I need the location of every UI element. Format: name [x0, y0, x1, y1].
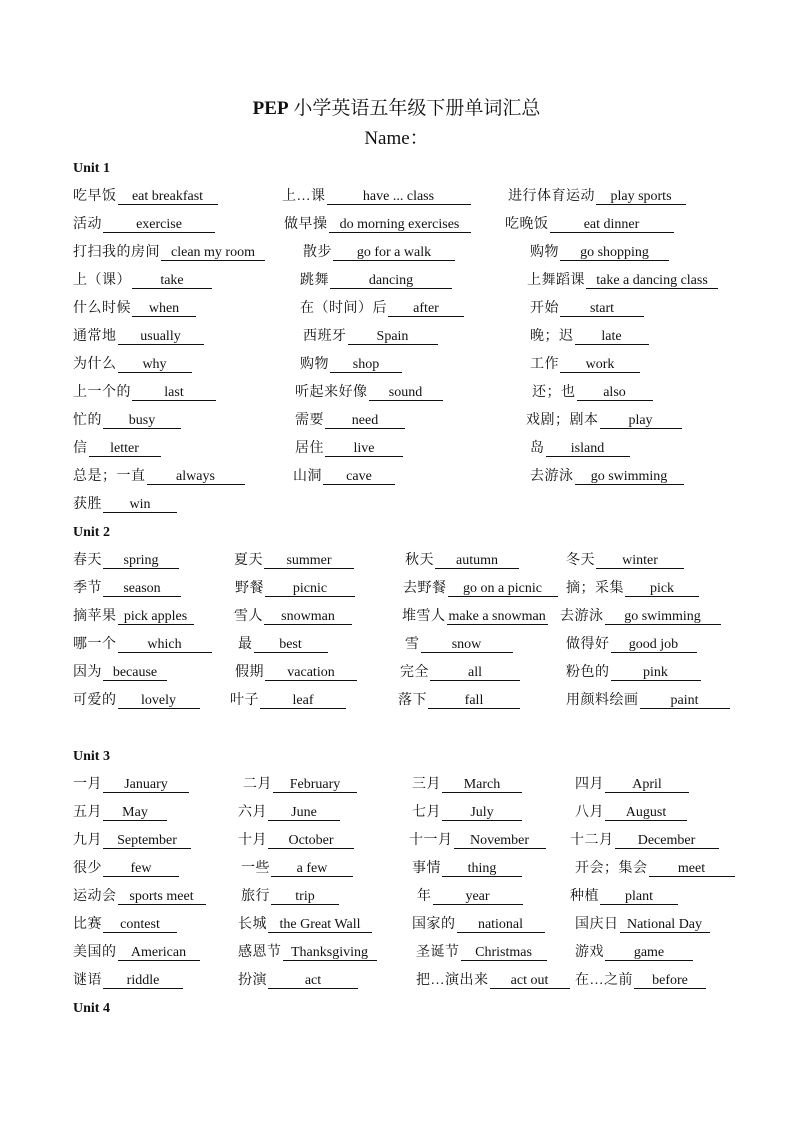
english-word: season	[103, 581, 181, 597]
english-word: winter	[596, 553, 684, 569]
chinese-meaning: 事情	[412, 861, 441, 876]
chinese-meaning: 九月	[73, 833, 102, 848]
english-word: year	[433, 889, 523, 905]
vocab-entry	[575, 916, 710, 934]
english-word: shop	[330, 357, 402, 373]
chinese-meaning: 购物	[300, 357, 329, 372]
unit-heading: Unit 4	[73, 1001, 110, 1016]
chinese-meaning: 哪一个	[73, 637, 117, 652]
english-word: August	[605, 805, 687, 821]
chinese-meaning: 感恩节	[238, 945, 282, 960]
vocab-entry	[234, 552, 354, 570]
english-word: have ... class	[327, 189, 471, 205]
english-word: go shopping	[560, 245, 669, 261]
vocab-entry	[530, 440, 630, 458]
chinese-meaning: 上（课）	[73, 273, 131, 288]
vocab-entry	[295, 440, 403, 458]
vocab-entry	[566, 580, 699, 598]
vocab-entry	[530, 300, 644, 318]
vocab-entry	[416, 944, 547, 962]
vocab-entry	[73, 384, 216, 402]
chinese-meaning: 美国的	[73, 945, 117, 960]
chinese-meaning: 上…课	[282, 189, 326, 204]
english-word: win	[103, 497, 177, 513]
english-word: September	[103, 833, 191, 849]
chinese-meaning: 长城	[238, 917, 267, 932]
chinese-meaning: 堆雪人	[402, 609, 446, 624]
chinese-meaning: 十月	[238, 833, 267, 848]
chinese-meaning: 十一月	[409, 833, 453, 848]
vocab-entry	[300, 300, 464, 318]
english-word: because	[103, 665, 167, 681]
vocab-entry	[303, 328, 438, 346]
vocab-entry	[73, 692, 200, 710]
english-word: February	[273, 777, 357, 793]
english-word: lovely	[118, 693, 200, 709]
english-word: vacation	[265, 665, 357, 681]
english-word: plant	[600, 889, 678, 905]
english-word: spring	[103, 553, 179, 569]
english-word: contest	[103, 917, 177, 933]
english-word: also	[577, 385, 653, 401]
vocab-entry	[238, 972, 358, 990]
chinese-meaning: 摘；采集	[566, 581, 624, 596]
chinese-meaning: 六月	[238, 805, 267, 820]
english-word: why	[118, 357, 192, 373]
english-word: go swimming	[575, 469, 684, 485]
vocab-entry	[73, 552, 179, 570]
vocab-entry	[405, 552, 519, 570]
vocab-entry	[238, 916, 372, 934]
vocab-entry	[530, 244, 669, 262]
vocab-entry	[526, 412, 682, 430]
english-word: play	[600, 413, 682, 429]
english-word: cave	[323, 469, 395, 485]
chinese-meaning: 谜语	[73, 973, 102, 988]
chinese-meaning: 因为	[73, 665, 102, 680]
english-word: March	[442, 777, 522, 793]
english-word: meet	[649, 861, 735, 877]
english-word: trip	[271, 889, 339, 905]
vocab-entry	[234, 608, 352, 626]
chinese-meaning: 完全	[400, 665, 429, 680]
chinese-meaning: 圣诞节	[416, 945, 460, 960]
english-word: dancing	[330, 273, 452, 289]
chinese-meaning: 吃早饭	[73, 189, 117, 204]
vocab-entry	[235, 664, 357, 682]
chinese-meaning: 工作	[530, 357, 559, 372]
chinese-meaning: 国家的	[412, 917, 456, 932]
english-word: riddle	[103, 973, 183, 989]
chinese-meaning: 假期	[235, 665, 264, 680]
chinese-meaning: 通常地	[73, 329, 117, 344]
chinese-meaning: 冬天	[566, 553, 595, 568]
english-word: make a snowman	[448, 609, 546, 624]
english-word: November	[454, 833, 546, 849]
english-word: work	[560, 357, 640, 373]
chinese-meaning: 季节	[73, 581, 102, 596]
english-word: July	[442, 805, 522, 821]
chinese-meaning: 打扫我的房间	[73, 245, 160, 260]
chinese-meaning: 吃晚饭	[505, 217, 549, 232]
english-word: act	[268, 973, 358, 989]
chinese-meaning: 种植	[570, 889, 599, 904]
vocab-entry	[73, 860, 179, 878]
english-word: live	[325, 441, 403, 457]
vocab-entry	[530, 356, 640, 374]
english-word: pick apples	[118, 609, 194, 625]
chinese-meaning: 什么时候	[73, 301, 131, 316]
vocab-entry	[73, 356, 192, 374]
chinese-meaning: 可爱的	[73, 693, 117, 708]
english-word: when	[132, 301, 196, 317]
vocab-entry	[575, 776, 689, 794]
vocab-entry	[575, 860, 735, 878]
english-word: eat breakfast	[118, 189, 218, 205]
english-word: national	[457, 917, 545, 933]
english-word: eat dinner	[550, 217, 674, 233]
vocab-entry	[403, 580, 558, 598]
chinese-meaning: 比赛	[73, 917, 102, 932]
vocab-entry	[282, 188, 471, 206]
chinese-meaning: 开会；集会	[575, 861, 648, 876]
vocab-entry	[73, 888, 206, 906]
english-word: a few	[271, 861, 353, 877]
english-word: all	[430, 665, 520, 681]
chinese-meaning: 把…演出来	[416, 973, 489, 988]
chinese-meaning: 七月	[412, 805, 441, 820]
chinese-meaning: 进行体育运动	[508, 189, 595, 204]
english-word: January	[103, 777, 189, 793]
english-word: always	[147, 469, 245, 485]
chinese-meaning: 做早操	[284, 217, 328, 232]
chinese-meaning: 运动会	[73, 889, 117, 904]
vocab-entry	[73, 832, 191, 850]
english-word: October	[268, 833, 354, 849]
chinese-meaning: 叶子	[230, 693, 259, 708]
vocab-entry	[73, 636, 212, 654]
vocab-entry	[412, 804, 522, 822]
vocab-entry	[575, 972, 706, 990]
vocab-entry	[300, 272, 452, 290]
chinese-meaning: 雪人	[234, 609, 263, 624]
vocab-entry	[73, 216, 215, 234]
chinese-meaning: 年	[417, 889, 432, 904]
vocab-entry	[238, 636, 328, 654]
english-word: thing	[442, 861, 522, 877]
english-word: Christmas	[461, 945, 547, 961]
vocab-entry	[73, 272, 212, 290]
english-word: exercise	[103, 217, 215, 233]
english-word: Spain	[348, 329, 438, 345]
english-word: autumn	[435, 553, 519, 569]
chinese-meaning: 粉色的	[566, 665, 610, 680]
chinese-meaning: 在（时间）后	[300, 301, 387, 316]
english-word: American	[118, 945, 200, 961]
english-word: take a dancing class	[586, 273, 718, 289]
english-word: go swimming	[605, 609, 721, 625]
chinese-meaning: 最	[238, 637, 253, 652]
chinese-meaning: 二月	[243, 777, 272, 792]
chinese-meaning: 旅行	[241, 889, 270, 904]
vocab-entry	[238, 804, 340, 822]
chinese-meaning: 用颜料绘画	[566, 693, 639, 708]
vocab-entry	[241, 860, 353, 878]
english-word: busy	[103, 413, 181, 429]
chinese-meaning: 在…之前	[575, 973, 633, 988]
vocab-entry	[300, 356, 402, 374]
vocab-entry	[73, 776, 189, 794]
chinese-meaning: 五月	[73, 805, 102, 820]
vocab-entry	[412, 776, 522, 794]
chinese-meaning: 信	[73, 441, 88, 456]
chinese-meaning: 上一个的	[73, 385, 131, 400]
chinese-meaning: 摘苹果	[73, 609, 117, 624]
chinese-meaning: 购物	[530, 245, 559, 260]
vocab-entry	[284, 216, 471, 234]
vocab-entry	[570, 832, 719, 850]
english-word: before	[634, 973, 706, 989]
vocab-entry	[73, 580, 181, 598]
chinese-meaning: 夏天	[234, 553, 263, 568]
english-word: fall	[428, 693, 520, 709]
vocab-entry	[235, 580, 355, 598]
chinese-meaning: 获胜	[73, 497, 102, 512]
vocab-entry	[560, 608, 721, 626]
english-word: usually	[118, 329, 204, 345]
chinese-meaning: 去野餐	[403, 581, 447, 596]
vocab-entry	[73, 412, 181, 430]
vocab-entry	[405, 636, 513, 654]
vocab-entry	[505, 216, 674, 234]
vocab-entry	[73, 608, 194, 626]
english-word: summer	[264, 553, 354, 569]
chinese-meaning: 秋天	[405, 553, 434, 568]
vocab-entry	[566, 692, 730, 710]
chinese-meaning: 三月	[412, 777, 441, 792]
english-word: after	[388, 301, 464, 317]
chinese-meaning: 需要	[295, 413, 324, 428]
vocab-entry	[73, 440, 161, 458]
chinese-meaning: 戏剧；剧本	[526, 413, 599, 428]
chinese-meaning: 野餐	[235, 581, 264, 596]
english-word: sound	[369, 385, 443, 401]
vocab-entry	[575, 804, 687, 822]
english-word: the Great Wall	[268, 917, 372, 933]
english-word: go for a walk	[333, 245, 455, 261]
vocab-entry	[73, 188, 218, 206]
chinese-meaning: 西班牙	[303, 329, 347, 344]
english-word: which	[118, 637, 212, 653]
english-word: act out	[490, 973, 570, 989]
chinese-meaning: 很少	[73, 861, 102, 876]
vocab-entry	[532, 384, 653, 402]
chinese-meaning: 上舞蹈课	[527, 273, 585, 288]
english-word: letter	[89, 441, 161, 457]
vocab-entry	[566, 664, 701, 682]
vocab-entry	[398, 692, 520, 710]
chinese-meaning: 四月	[575, 777, 604, 792]
english-word: June	[268, 805, 340, 821]
chinese-meaning: 八月	[575, 805, 604, 820]
vocab-entry	[73, 944, 200, 962]
vocab-entry	[295, 412, 405, 430]
vocab-entry	[400, 664, 520, 682]
chinese-meaning: 一些	[241, 861, 270, 876]
vocab-entry	[73, 804, 167, 822]
chinese-meaning: 为什么	[73, 357, 117, 372]
chinese-meaning: 扮演	[238, 973, 267, 988]
unit-heading: Unit 1	[73, 161, 110, 176]
chinese-meaning: 散步	[303, 245, 332, 260]
english-word: last	[132, 385, 216, 401]
vocab-entry	[238, 944, 377, 962]
chinese-meaning: 十二月	[570, 833, 614, 848]
chinese-meaning: 国庆日	[575, 917, 619, 932]
english-word: game	[605, 945, 693, 961]
vocab-entry	[73, 468, 245, 486]
chinese-meaning: 一月	[73, 777, 102, 792]
english-word: go on a picnic	[448, 581, 558, 597]
vocab-entry	[566, 552, 684, 570]
name-label: Name：	[364, 128, 429, 149]
vocab-entry	[508, 188, 686, 206]
vocab-entry	[73, 664, 167, 682]
english-word: snowman	[264, 609, 352, 625]
chinese-meaning: 跳舞	[300, 273, 329, 288]
unit-heading: Unit 3	[73, 749, 110, 764]
english-word: Thanksgiving	[283, 945, 377, 961]
vocab-entry	[73, 328, 204, 346]
vocab-entry	[243, 776, 357, 794]
chinese-meaning: 春天	[73, 553, 102, 568]
vocab-entry	[73, 244, 265, 262]
english-word: good job	[611, 637, 697, 653]
english-word: December	[615, 833, 719, 849]
vocab-entry	[230, 692, 346, 710]
english-word: picnic	[265, 581, 355, 597]
chinese-meaning: 山洞	[293, 469, 322, 484]
vocab-entry	[303, 244, 455, 262]
english-word: need	[325, 413, 405, 429]
chinese-meaning: 忙的	[73, 413, 102, 428]
vocab-entry	[241, 888, 339, 906]
title-chinese: 小学英语五年级下册单词汇总	[288, 98, 541, 119]
vocab-entry	[73, 496, 177, 514]
english-word: play sports	[596, 189, 686, 205]
vocab-entry	[293, 468, 395, 486]
vocab-entry	[527, 272, 718, 290]
vocab-entry	[73, 916, 177, 934]
english-word: sports meet	[118, 889, 206, 905]
chinese-meaning: 去游泳	[560, 609, 604, 624]
vocab-entry	[417, 888, 523, 906]
vocab-entry	[295, 384, 443, 402]
chinese-meaning: 做得好	[566, 637, 610, 652]
english-word: pink	[611, 665, 701, 681]
chinese-meaning: 雪	[405, 637, 420, 652]
chinese-meaning: 晚；迟	[530, 329, 574, 344]
english-word: start	[560, 301, 644, 317]
chinese-meaning: 居住	[295, 441, 324, 456]
vocab-entry	[73, 972, 183, 990]
english-word: leaf	[260, 693, 346, 709]
vocab-entry	[570, 888, 678, 906]
chinese-meaning: 去游泳	[530, 469, 574, 484]
vocab-entry	[402, 608, 548, 626]
chinese-meaning: 岛	[530, 441, 545, 456]
vocab-entry	[530, 468, 684, 486]
english-word: few	[103, 861, 179, 877]
vocab-entry	[566, 636, 697, 654]
english-word: paint	[640, 693, 730, 709]
vocab-entry	[416, 972, 570, 990]
chinese-meaning: 总是；一直	[73, 469, 146, 484]
vocab-entry	[575, 944, 693, 962]
english-word: take	[132, 273, 212, 289]
english-word: clean my room	[161, 245, 265, 261]
english-word: pick	[625, 581, 699, 597]
vocab-entry	[412, 860, 522, 878]
english-word: do morning exercises	[329, 217, 471, 233]
english-word: National Day	[620, 917, 710, 933]
chinese-meaning: 开始	[530, 301, 559, 316]
vocab-entry	[409, 832, 546, 850]
unit-heading: Unit 2	[73, 525, 110, 540]
vocab-entry	[530, 328, 649, 346]
chinese-meaning: 落下	[398, 693, 427, 708]
chinese-meaning: 活动	[73, 217, 102, 232]
vocab-entry	[238, 832, 354, 850]
english-word: May	[103, 805, 167, 821]
chinese-meaning: 听起来好像	[295, 385, 368, 400]
vocab-entry	[73, 300, 196, 318]
vocab-entry	[412, 916, 545, 934]
chinese-meaning: 游戏	[575, 945, 604, 960]
english-word: snow	[421, 637, 513, 653]
english-word: best	[254, 637, 328, 653]
english-word: island	[546, 441, 630, 457]
english-word: late	[575, 329, 649, 345]
english-word: April	[605, 777, 689, 793]
title-english: PEP	[252, 98, 289, 119]
chinese-meaning: 还；也	[532, 385, 576, 400]
page-title	[0, 98, 793, 120]
